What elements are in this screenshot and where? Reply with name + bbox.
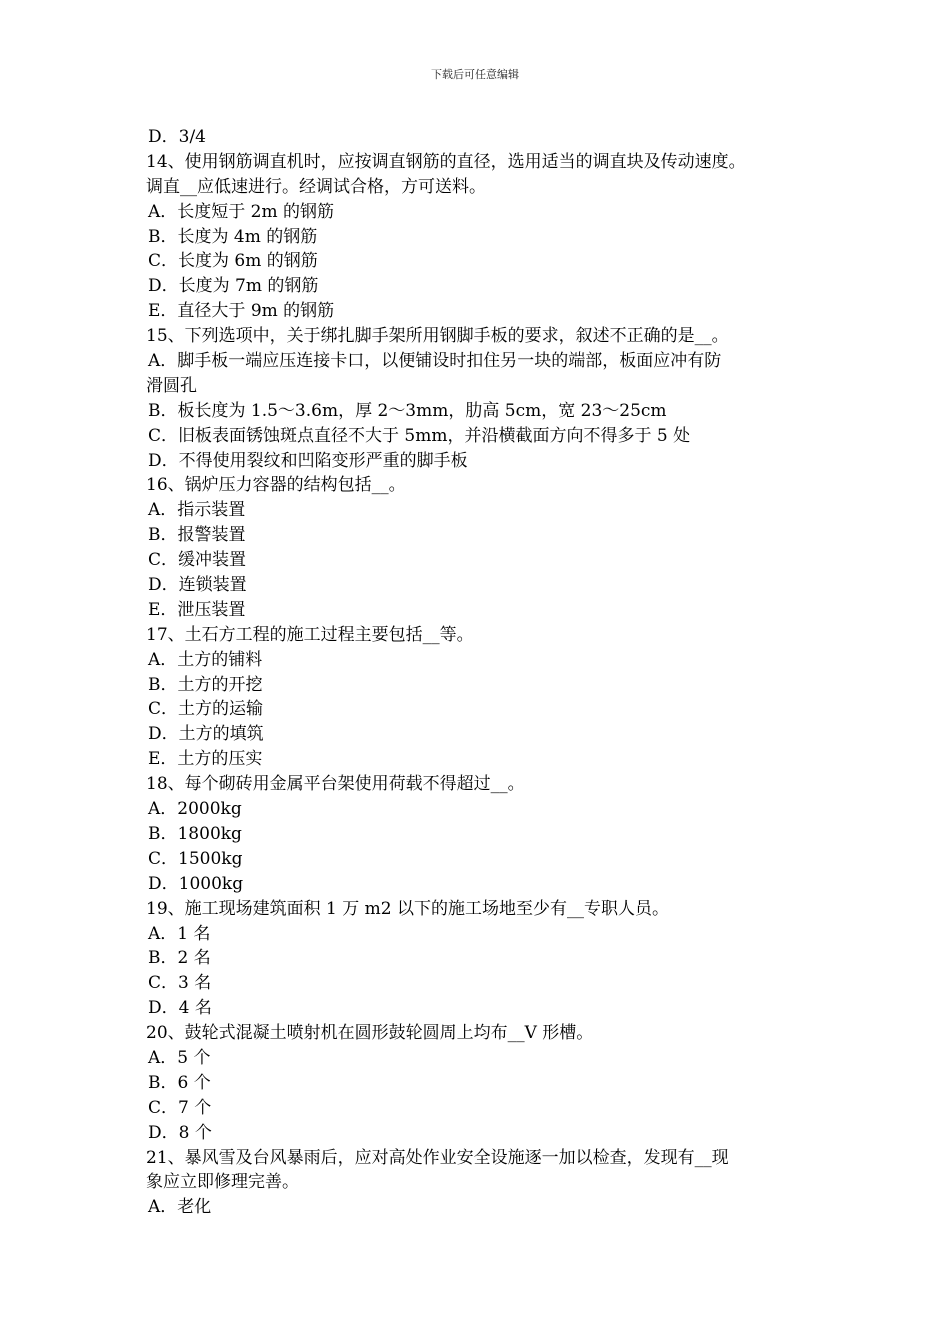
page-header: 下载后可任意编辑 [431,68,519,81]
answer-option-line: B．土方的开挖 [148,674,263,695]
answer-option-line: A．长度短于 2m 的钢筋 [148,201,335,222]
answer-option-line: D．连锁装置 [148,575,247,596]
answer-option-line: E．泄压装置 [148,599,246,620]
answer-option-line: C．土方的运输 [148,699,264,720]
answer-option-line: A．老化 [148,1197,212,1218]
question-text-line: 21、暴风雪及台风暴雨后，应对高处作业安全设施逐一加以检查，发现有__现 [146,1147,729,1168]
question-text-line: 15、下列选项中，关于绑扎脚手架所用钢脚手板的要求，叙述不正确的是__。 [146,326,729,347]
answer-option-line: B．长度为 4m 的钢筋 [148,226,318,247]
answer-option-line: C．长度为 6m 的钢筋 [148,251,318,272]
answer-option-line: D．3/4 [148,127,206,147]
question-text-line: 14、使用钢筋调直机时，应按调直钢筋的直径，选用适当的调直块及传动速度。 [146,151,746,172]
answer-option-line: A．5 个 [148,1047,211,1068]
document-body [146,125,814,1220]
answer-option-line: D．4 名 [148,998,212,1019]
question-text-line: 20、鼓轮式混凝土喷射机在圆形鼓轮圆周上均布__V 形槽。 [146,1023,594,1044]
question-text-line: 滑圆孔 [146,375,197,396]
answer-option-line: B．报警装置 [148,525,246,546]
question-text-line: 16、锅炉压力容器的结构包括__。 [146,475,406,496]
answer-option-line: B．6 个 [148,1072,211,1093]
answer-option-line: D．土方的填筑 [148,724,264,745]
answer-option-line: A．指示装置 [148,500,246,521]
answer-option-line: D．1000kg [148,873,244,894]
answer-option-line: C．缓冲装置 [148,550,247,571]
answer-option-line: B．2 名 [148,948,211,969]
answer-option-line: C．1500kg [148,848,243,869]
question-text-line: 18、每个砌砖用金属平台架使用荷载不得超过__。 [146,774,525,795]
question-text-line: 19、施工现场建筑面积 1 万 m2 以下的施工场地至少有__专职人员。 [146,898,669,919]
answer-option-line: B．1800kg [148,823,242,844]
answer-option-line: D．长度为 7m 的钢筋 [148,276,319,297]
answer-option-line: D．8 个 [148,1122,212,1143]
answer-option-line: E．土方的压实 [148,749,263,770]
answer-option-line: A．脚手板一端应压连接卡口，以便铺设时扣住另一块的端部，板面应冲有防 [148,351,722,372]
answer-option-line: C．旧板表面锈蚀斑点直径不大于 5mm，并沿横截面方向不得多于 5 处 [148,425,691,446]
answer-option-line: A．1 名 [148,923,211,944]
question-text-line: 17、土石方工程的施工过程主要包括__等。 [146,624,474,645]
answer-option-line: D．不得使用裂纹和凹陷变形严重的脚手板 [148,450,468,471]
answer-option-line: A．2000kg [148,799,242,820]
answer-option-line: C．3 名 [148,973,212,994]
answer-option-line: A．土方的铺料 [148,649,263,670]
answer-option-line: C．7 个 [148,1097,212,1118]
question-text-line: 调直__应低速进行。经调试合格，方可送料。 [146,176,486,197]
answer-option-line: B．板长度为 1.5～3.6m，厚 2～3mm，肋高 5cm，宽 23～25cm [148,400,667,421]
question-text-line: 象应立即修理完善。 [146,1172,299,1193]
answer-option-line: E．直径大于 9m 的钢筋 [148,301,335,322]
